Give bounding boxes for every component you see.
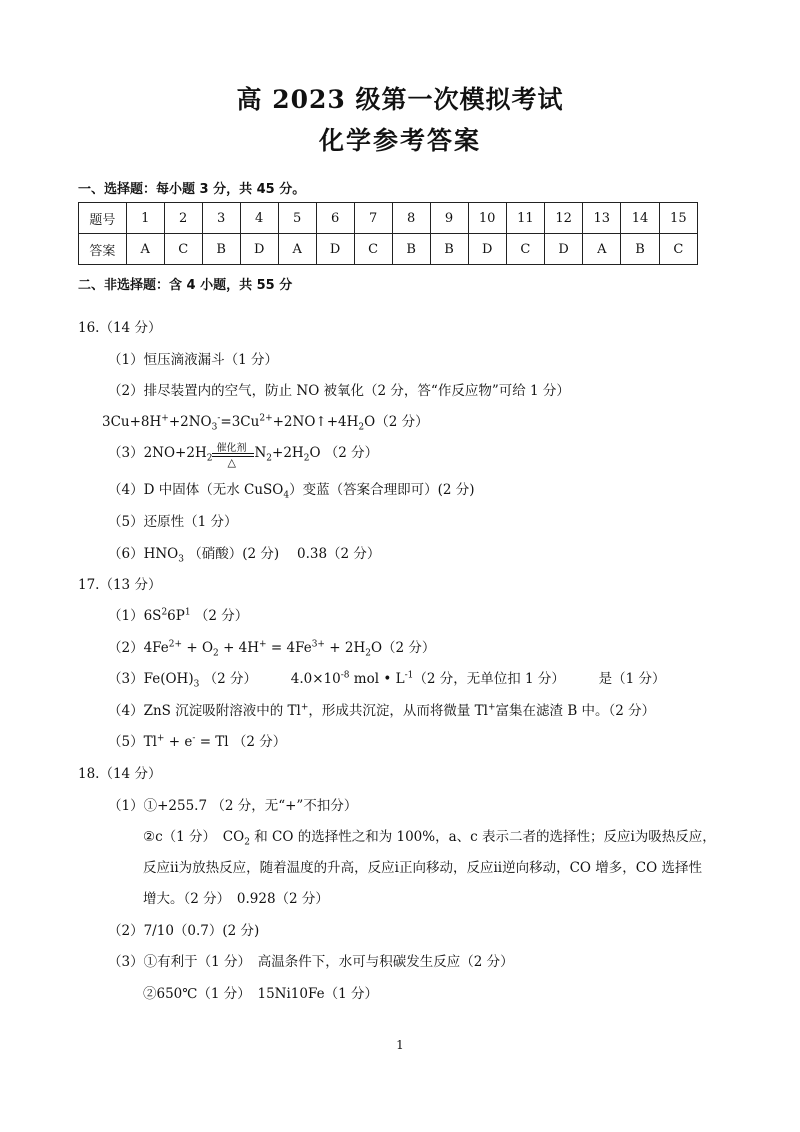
table-cell: B: [430, 234, 468, 265]
text-run: +2H: [272, 445, 304, 461]
text-run: （2 分）: [190, 608, 249, 624]
superscript: -8: [340, 670, 350, 681]
subscript: 2: [266, 453, 273, 464]
text-run: +2NO↑+4H: [272, 414, 359, 430]
text-run: （3）2NO+2H: [108, 445, 207, 461]
subscript: 2: [244, 837, 250, 848]
reaction-condition-sign: [212, 442, 254, 469]
superscript: -: [192, 733, 196, 744]
table-cell: 6: [316, 203, 354, 234]
text-run: （1）6S: [108, 608, 162, 624]
q16-answer-3: [108, 441, 379, 469]
table-cell: 10: [468, 203, 506, 234]
table-cell: C: [659, 234, 697, 265]
subscript: 3: [211, 422, 218, 433]
equal-bar: [212, 453, 254, 454]
table-cell: B: [621, 234, 659, 265]
q18-answer-1-line-2: [143, 825, 716, 848]
page-subtitle: 化学参考答案: [318, 126, 481, 155]
text-run: = Tl （2 分）: [195, 734, 287, 750]
table-header-answer: 答案: [79, 234, 127, 265]
superscript: +: [161, 413, 169, 424]
table-row-numbers: [79, 203, 698, 234]
table-cell: 14: [621, 203, 659, 234]
table-row-answers: [79, 234, 698, 265]
text-run: = 4Fe: [266, 640, 312, 656]
table-cell: B: [392, 234, 430, 265]
text-run: ②c（1 分） CO: [143, 829, 245, 845]
superscript: 3+: [311, 639, 325, 650]
catalyst-label: 催化剂: [216, 442, 247, 454]
superscript: 2+: [259, 413, 273, 424]
text-run: + 2H: [324, 640, 366, 656]
section-2-heading: 二、非选择题：含 4 小题，共 55 分: [78, 278, 293, 293]
table-cell: 12: [544, 203, 582, 234]
text-run: + e: [164, 734, 193, 750]
table-cell: 7: [354, 203, 392, 234]
table-cell: C: [354, 234, 392, 265]
text-run: =3Cu: [220, 414, 260, 430]
text-run: O （2 分）: [309, 445, 379, 461]
q16-equation: [102, 410, 429, 433]
table-cell: B: [202, 234, 240, 265]
text-run: + O: [182, 640, 214, 656]
table-header-number: 题号: [79, 203, 127, 234]
subscript: 3: [178, 554, 184, 565]
text-run: （5）Tl: [108, 734, 157, 750]
heat-symbol: △: [227, 455, 236, 469]
subscript: 2: [358, 422, 365, 433]
q17-title: 17.（13 分）: [78, 577, 162, 593]
text-run: （3）Fe(OH): [108, 671, 194, 687]
text-run: （4）D 中固体（无水 CuSO: [108, 482, 284, 498]
q17-answer-3: [108, 667, 666, 690]
table-cell: D: [468, 234, 506, 265]
q18-answer-3-line-2: ②650℃（1 分） 15Ni10Fe（1 分）: [143, 986, 378, 1002]
table-cell: 11: [506, 203, 544, 234]
table-cell: D: [316, 234, 354, 265]
q18-answer-1-line-1: （1）①+255.7 （2 分，无“+”不扣分）: [108, 798, 358, 814]
table-cell: 13: [583, 203, 621, 234]
q17-answer-2: [108, 636, 436, 659]
table-cell: A: [278, 234, 316, 265]
q18-answer-2: （2）7/10（0.7）(2 分): [108, 923, 260, 939]
q17-answer-1: [108, 604, 248, 624]
q18-answer-1-line-3: 反应ii为放热反应，随着温度的升高，反应i正向移动，反应ii逆向移动，CO 增多，CO 选择性: [143, 860, 702, 876]
subscript: 2: [213, 648, 219, 659]
superscript: +: [300, 702, 309, 713]
text-run: mol • L: [349, 671, 405, 687]
text-run: 3Cu+8H: [102, 414, 162, 430]
q18-answer-3-line-1: （3）①有利于（1 分） 高温条件下，水可与积碳发生反应（2 分）: [108, 954, 514, 970]
text-run: （4）ZnS 沉淀吸附溶液中的 Tl: [108, 703, 301, 719]
table-cell: 8: [392, 203, 430, 234]
text-run: （2 分） 4.0×10: [199, 671, 341, 687]
q16-answer-1: （1）恒压滴液漏斗（1 分）: [108, 352, 278, 368]
text-run: N: [254, 445, 267, 461]
superscript: +: [259, 639, 267, 650]
subscript: 4: [283, 490, 290, 501]
table-cell: C: [506, 234, 544, 265]
superscript: +: [156, 733, 165, 744]
subscript: 2: [206, 453, 213, 464]
text-run: +2NO: [168, 414, 212, 430]
table-cell: 4: [240, 203, 278, 234]
q16-answer-5: （5）还原性（1 分）: [108, 514, 238, 530]
table-cell: C: [164, 234, 202, 265]
table-cell: 2: [164, 203, 202, 234]
table-cell: 3: [202, 203, 240, 234]
table-cell: A: [583, 234, 621, 265]
text-run: 富集在滤渣 B 中。（2 分）: [495, 703, 656, 719]
text-run: （硝酸）(2 分) 0.38（2 分）: [183, 546, 381, 562]
text-run: （2 分，无单位扣 1 分） 是（1 分）: [413, 671, 666, 687]
superscript: -: [217, 413, 221, 424]
page-title: 高 2023 级第一次模拟考试: [236, 85, 564, 114]
subscript: 3: [193, 679, 200, 690]
text-run: ）变蓝（答案合理即可）(2 分): [289, 482, 475, 498]
q16-answer-6: [108, 542, 381, 565]
text-run: 6P: [167, 608, 185, 624]
text-run: 和 CO 的选择性之和为 100%，a、c 表示二者的选择性；反应i为吸热反应，: [249, 829, 716, 845]
text-run: ，形成共沉淀，从而将微量 Tl: [308, 703, 488, 719]
q17-answer-4: [108, 699, 655, 719]
q16-answer-2: （2）排尽装置内的空气，防止 NO 被氧化（2 分，答“作反应物”可给 1 分）: [108, 383, 570, 399]
table-cell: 1: [126, 203, 164, 234]
superscript: 2+: [168, 639, 183, 650]
superscript: +: [488, 702, 496, 713]
subscript: 2: [365, 648, 371, 659]
q16-title: 16.（14 分）: [78, 320, 162, 336]
answer-table: [78, 202, 698, 265]
table-cell: A: [126, 234, 164, 265]
table-cell: 5: [278, 203, 316, 234]
superscript: -1: [404, 670, 414, 681]
page-number: 1: [396, 1038, 404, 1052]
table-cell: 15: [659, 203, 697, 234]
superscript: 1: [184, 607, 191, 618]
q17-answer-5: [108, 730, 286, 750]
subscript: 2: [303, 453, 310, 464]
text-run: （2）4Fe: [108, 640, 169, 656]
table-cell: 9: [430, 203, 468, 234]
q18-answer-1-line-4: 增大。（2 分） 0.928（2 分）: [143, 891, 329, 907]
text-run: O（2 分）: [364, 414, 429, 430]
q18-title: 18.（14 分）: [78, 766, 162, 782]
superscript: 2: [161, 607, 168, 618]
section-1-heading: 一、选择题：每小题 3 分，共 45 分。: [78, 182, 306, 197]
text-run: O（2 分）: [370, 640, 436, 656]
table-cell: D: [544, 234, 582, 265]
text-run: + 4H: [218, 640, 260, 656]
text-run: （6）HNO: [108, 546, 179, 562]
q16-answer-4: [108, 478, 475, 501]
table-cell: D: [240, 234, 278, 265]
